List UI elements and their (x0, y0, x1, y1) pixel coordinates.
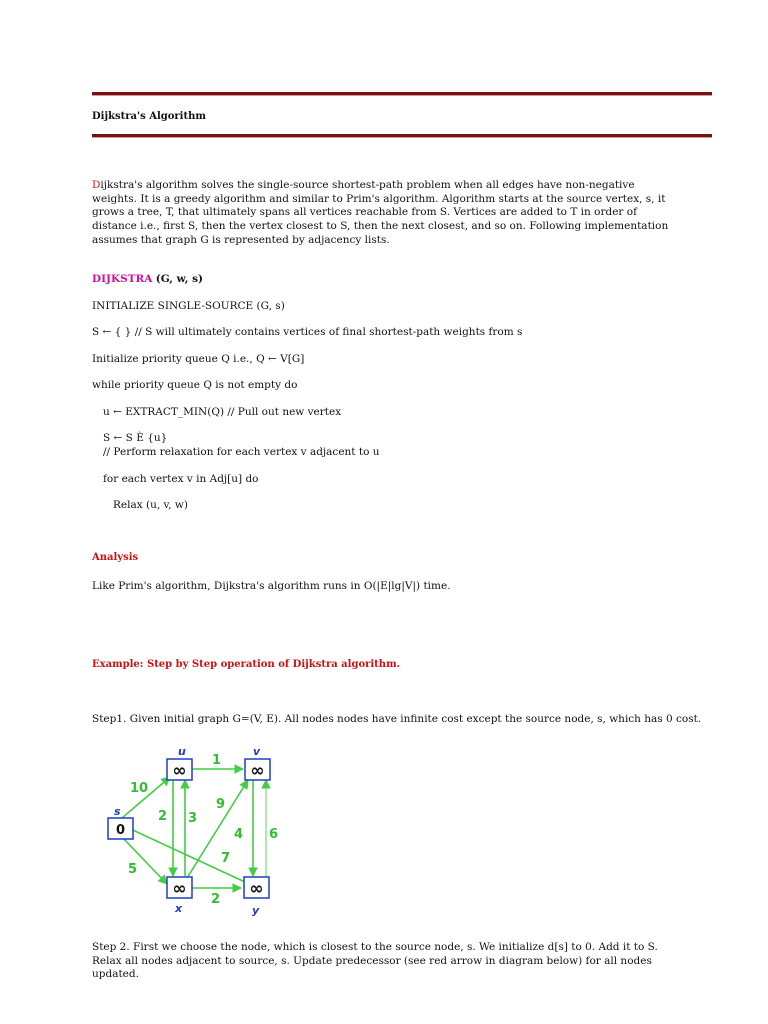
intro-paragraph (92, 179, 682, 248)
code-line-comment: // Perform relaxation for each vertex v adjacent to u (103, 446, 380, 458)
node-v-label: v (253, 745, 261, 758)
node-s-label: s (114, 805, 121, 818)
code-line-queue: Initialize priority queue Q i.e., Q ← V[G] (92, 353, 305, 365)
weight-y-v: 6 (269, 827, 279, 842)
intro-drop-letter: D (92, 179, 101, 191)
intro-text: ijkstra's algorithm solves the single-source shortest-path problem when all edges have non-negative weights. It is a greedy algorithm and similar to Prim's algorithm. Algorithm starts at the source vertex, s, it grows a tree, T, that ultimately spans all vertices reachable from S. Vertices are added to T in order of distance i.e., first S, then the vertex closest to S, then the next closest, and so on. Following implementation assumes that graph G is represented by adjacency lists. (92, 179, 669, 246)
node-s-value: 0 (115, 823, 126, 838)
pseudocode-header (92, 273, 203, 285)
analysis-text: Like Prim's algorithm, Dijkstra's algorithm runs in O(|E|lg|V|) time. (92, 580, 451, 592)
node-v (245, 745, 270, 781)
algorithm-args: (G, w, s) (155, 273, 203, 285)
node-u (167, 745, 192, 781)
node-x-label: x (175, 902, 183, 915)
algorithm-name: DIJKSTRA (92, 273, 153, 285)
top-rule (92, 92, 712, 96)
node-y-label: y (252, 904, 260, 917)
code-line-extract: u ← EXTRACT_MIN(Q) // Pull out new vertex (103, 406, 342, 418)
weight-s-u: 10 (130, 781, 149, 796)
weight-y-s: 7 (221, 851, 231, 866)
code-line-while: while priority queue Q is not empty do (92, 379, 298, 391)
step2-text: Step 2. First we choose the node, which is closest to the source node, s. We initialize d[s] to 0. Add it to S. Relax all nodes adjacent to source, s. Update predecessor (see red arrow in diagram below) for all nodes updated. (92, 941, 658, 981)
node-y-value: ∞ (249, 879, 264, 899)
code-line-set-s: S ← { } // S will ultimately contains vertices of final shortest-path weights from s (92, 326, 523, 338)
code-line-init: INITIALIZE SINGLE-SOURCE (G, s) (92, 300, 285, 312)
weight-v-y: 4 (234, 827, 244, 842)
node-s (108, 805, 133, 839)
node-v-value: ∞ (250, 761, 265, 781)
weight-s-x: 5 (128, 862, 138, 877)
node-x-value: ∞ (172, 879, 187, 899)
node-y (244, 877, 269, 917)
weight-x-u: 3 (188, 811, 198, 826)
example-heading: Example: Step by Step operation of Dijkstra algorithm. (92, 659, 401, 670)
weight-u-x: 2 (158, 809, 168, 824)
code-line-relax: Relax (u, v, w) (113, 499, 188, 511)
step1-text: Step1. Given initial graph G=(V, E). All nodes nodes have infinite cost except the source node, s, which has 0 cost. (92, 713, 702, 725)
weight-u-v: 1 (212, 753, 222, 768)
weight-x-y: 2 (211, 892, 221, 907)
title-rule (92, 134, 712, 138)
code-line-for: for each vertex v in Adj[u] do (103, 473, 259, 485)
weight-x-v: 9 (216, 797, 226, 812)
node-x (167, 877, 192, 915)
node-u-label: u (178, 745, 186, 758)
analysis-heading: Analysis (92, 552, 139, 563)
code-line-union: S ← S È {u} (103, 432, 168, 444)
page-title: Dijkstra's Algorithm (92, 111, 206, 122)
graph-diagram (95, 740, 315, 920)
node-u-value: ∞ (172, 761, 187, 781)
